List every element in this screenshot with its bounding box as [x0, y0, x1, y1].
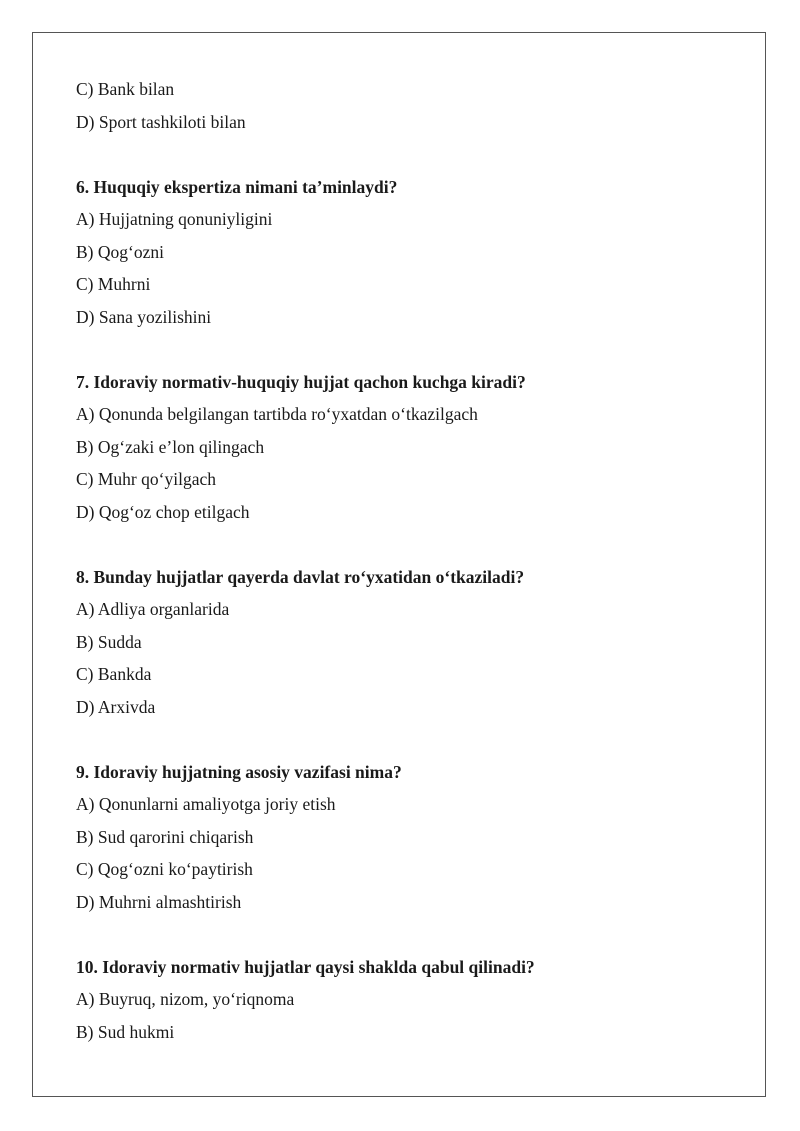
- option-text: C) Qog‘ozni ko‘paytirish: [76, 859, 253, 879]
- option-text: D) Arxivda: [76, 696, 156, 717]
- option-text: A) Hujjatning qonuniyligini: [76, 209, 273, 229]
- question-title: 9. Idoraviy hujjatning asosiy vazifasi nima?: [76, 761, 402, 782]
- option-text: A) Qonunlarni amaliyotga joriy etish: [76, 794, 336, 814]
- question-title: 6. Huquqiy ekspertiza nimani ta’minlaydi?: [76, 176, 398, 197]
- option-text: B) Sud hukmi: [76, 1021, 175, 1042]
- option-text: C) Bankda: [76, 664, 152, 684]
- question-title: 7. Idoraviy normativ-huquqiy hujjat qachon kuchga kiradi?: [76, 371, 526, 392]
- quiz-content: [76, 73, 736, 1048]
- option-text: D) Sport tashkiloti bilan: [76, 111, 246, 132]
- option-text: C) Muhrni: [76, 274, 151, 294]
- option-text: A) Qonunda belgilangan tartibda ro‘yxatdan o‘tkazilgach: [76, 404, 478, 424]
- question-title: 8. Bunday hujjatlar qayerda davlat ro‘yxatidan o‘tkaziladi?: [76, 566, 525, 587]
- option-text: A) Buyruq, nizom, yo‘riqnoma: [76, 989, 295, 1009]
- option-text: C) Muhr qo‘yilgach: [76, 469, 216, 489]
- option-text: B) Sudda: [76, 631, 142, 652]
- option-text: D) Qog‘oz chop etilgach: [76, 501, 250, 522]
- option-text: B) Og‘zaki e’lon qilingach: [76, 436, 265, 457]
- option-text: B) Sud qarorini chiqarish: [76, 826, 254, 847]
- option-text: C) Bank bilan: [76, 79, 175, 99]
- option-text: D) Muhrni almashtirish: [76, 891, 242, 912]
- option-text: B) Qog‘ozni: [76, 241, 164, 262]
- option-text: D) Sana yozilishini: [76, 306, 212, 327]
- option-text: A) Adliya organlarida: [76, 599, 230, 619]
- question-title: 10. Idoraviy normativ hujjatlar qaysi shaklda qabul qilinadi?: [76, 956, 535, 977]
